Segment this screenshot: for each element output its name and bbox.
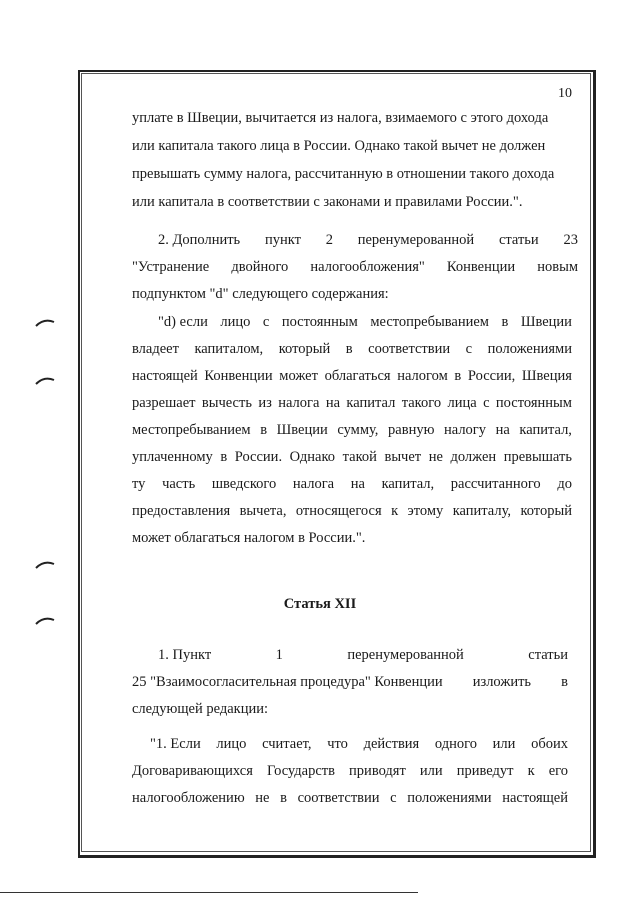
word: который <box>520 503 572 519</box>
word: 2. Дополнить <box>158 232 241 248</box>
word: капитал, <box>381 476 435 492</box>
word: в <box>454 368 462 384</box>
word: вычета, <box>239 503 287 519</box>
scan-mark <box>34 614 56 626</box>
word: на <box>495 422 510 438</box>
scan-mark <box>34 374 56 386</box>
text-line <box>150 736 568 753</box>
word: превышать <box>503 449 572 465</box>
word: Швеции <box>520 314 572 330</box>
text-line: или капитала такого лица в России. Однако такой вычет не должен <box>132 138 546 154</box>
text-line <box>158 314 572 331</box>
word: рассчитанного <box>450 476 541 492</box>
word: налога <box>292 476 335 492</box>
text-line <box>132 476 572 493</box>
word: вычет <box>384 449 422 465</box>
text-line <box>132 790 568 807</box>
text-line <box>158 232 578 249</box>
word: статьи <box>528 647 568 663</box>
text-line: может облагаться налогом в России.". <box>132 530 366 546</box>
word: обоих <box>531 736 568 752</box>
word: налогообложения" <box>310 259 425 275</box>
word: Договаривающихся <box>132 763 253 779</box>
word: Швеции <box>276 422 328 438</box>
word: или <box>419 763 443 779</box>
word: 2 <box>325 232 333 248</box>
word: капиталу, <box>452 503 512 519</box>
word: двойного <box>231 259 289 275</box>
text-line <box>132 368 572 385</box>
word: 1 <box>275 647 283 663</box>
word: капитал, <box>519 422 572 438</box>
word: или <box>492 736 516 752</box>
word: ту <box>132 476 146 492</box>
text-line <box>132 763 568 780</box>
word: местопребыванием <box>132 422 251 438</box>
scan-mark <box>34 316 56 328</box>
word: постоянным <box>281 314 358 330</box>
word: перенумерованной <box>347 647 464 663</box>
word: перенумерованной <box>357 232 475 248</box>
text-line <box>132 422 572 439</box>
word: 23 <box>563 232 578 248</box>
word: изложить <box>472 674 532 690</box>
page-number: 10 <box>558 86 572 101</box>
article-heading: Статья XII <box>283 596 357 612</box>
word: в <box>561 674 568 690</box>
word: новым <box>537 259 578 275</box>
word: лица <box>447 395 477 411</box>
text-line: следующей редакции: <box>132 701 269 717</box>
word: относящегося <box>295 503 382 519</box>
word: разрешает <box>132 395 196 411</box>
word: лицо <box>216 736 247 752</box>
word: "1. Если <box>150 736 201 752</box>
word: Швеция <box>521 368 572 384</box>
word: в <box>345 341 353 357</box>
text-line: подпунктом "d" следующего содержания: <box>132 286 389 302</box>
word: к <box>391 503 399 519</box>
text-line <box>132 341 572 358</box>
word: пункт <box>264 232 301 248</box>
word: налогом <box>397 368 448 384</box>
word: положениями <box>407 790 492 806</box>
word: Конвенции <box>446 259 516 275</box>
text-line <box>132 110 578 127</box>
word: лицо <box>220 314 251 330</box>
scan-mark <box>34 558 56 570</box>
word: приведут <box>456 763 514 779</box>
word: этому <box>407 503 444 519</box>
word: вычесть <box>201 395 252 411</box>
word: в <box>280 790 287 806</box>
word: шведского <box>211 476 277 492</box>
word: капитал <box>346 395 396 411</box>
word: Конвенции <box>204 368 273 384</box>
word: настоящей <box>132 368 198 384</box>
word: из <box>258 395 272 411</box>
word: положениями <box>487 341 572 357</box>
text-segment: уплате в Швеции, вычитается из налога, взимаемого с этого дохода <box>132 110 549 126</box>
word: налогу <box>444 422 487 438</box>
word: на <box>350 476 365 492</box>
text-line <box>132 503 572 520</box>
text-line <box>158 647 568 664</box>
word: действия <box>363 736 420 752</box>
word: считает, <box>262 736 312 752</box>
word: его <box>548 763 568 779</box>
word: местопребыванием <box>370 314 489 330</box>
word: налога <box>278 395 320 411</box>
text-line <box>132 449 572 466</box>
word: с <box>465 341 473 357</box>
word: настоящей <box>502 790 568 806</box>
word: предоставления <box>132 503 231 519</box>
word: с <box>390 790 397 806</box>
word: в <box>260 422 268 438</box>
word: постоянным <box>495 395 572 411</box>
word: соответствии <box>297 790 380 806</box>
word: до <box>557 476 572 492</box>
word: облагаться <box>324 368 391 384</box>
word: Однако <box>289 449 336 465</box>
word: "d) если <box>158 314 208 330</box>
bottom-rule <box>0 892 418 893</box>
text-line <box>132 674 568 691</box>
word: статьи <box>498 232 539 248</box>
word: на <box>325 395 341 411</box>
text-line <box>132 395 572 412</box>
word: может <box>279 368 318 384</box>
text-line: превышать сумму налога, рассчитанную в отношении такого дохода <box>132 166 555 182</box>
word: что <box>327 736 348 752</box>
word: в <box>501 314 509 330</box>
word: одного <box>434 736 477 752</box>
word: России. <box>234 449 283 465</box>
word: в <box>220 449 228 465</box>
word: России, <box>467 368 516 384</box>
word: должен <box>450 449 497 465</box>
word: 1. Пункт <box>158 647 212 663</box>
word: не <box>255 790 270 806</box>
word: к <box>527 763 535 779</box>
word: с <box>483 395 490 411</box>
word: "Устранение <box>132 259 210 275</box>
word: соответствии <box>368 341 451 357</box>
word: который <box>278 341 331 357</box>
word: уплаченному <box>132 449 213 465</box>
word: владеет <box>132 341 179 357</box>
text-line <box>132 259 578 276</box>
word: приводят <box>349 763 406 779</box>
word: не <box>428 449 443 465</box>
word: налогообложению <box>132 790 245 806</box>
word: равную <box>388 422 435 438</box>
word: с <box>262 314 270 330</box>
word: такого <box>401 395 442 411</box>
text-line: или капитала в соответствии с законами и правилами России.". <box>132 194 523 210</box>
word: капиталом, <box>194 341 264 357</box>
word: часть <box>162 476 196 492</box>
word: Государств <box>266 763 335 779</box>
word: сумму, <box>337 422 379 438</box>
word: такой <box>342 449 377 465</box>
word: 25 "Взаимосогласительная процедура" Конвенции <box>132 674 443 690</box>
